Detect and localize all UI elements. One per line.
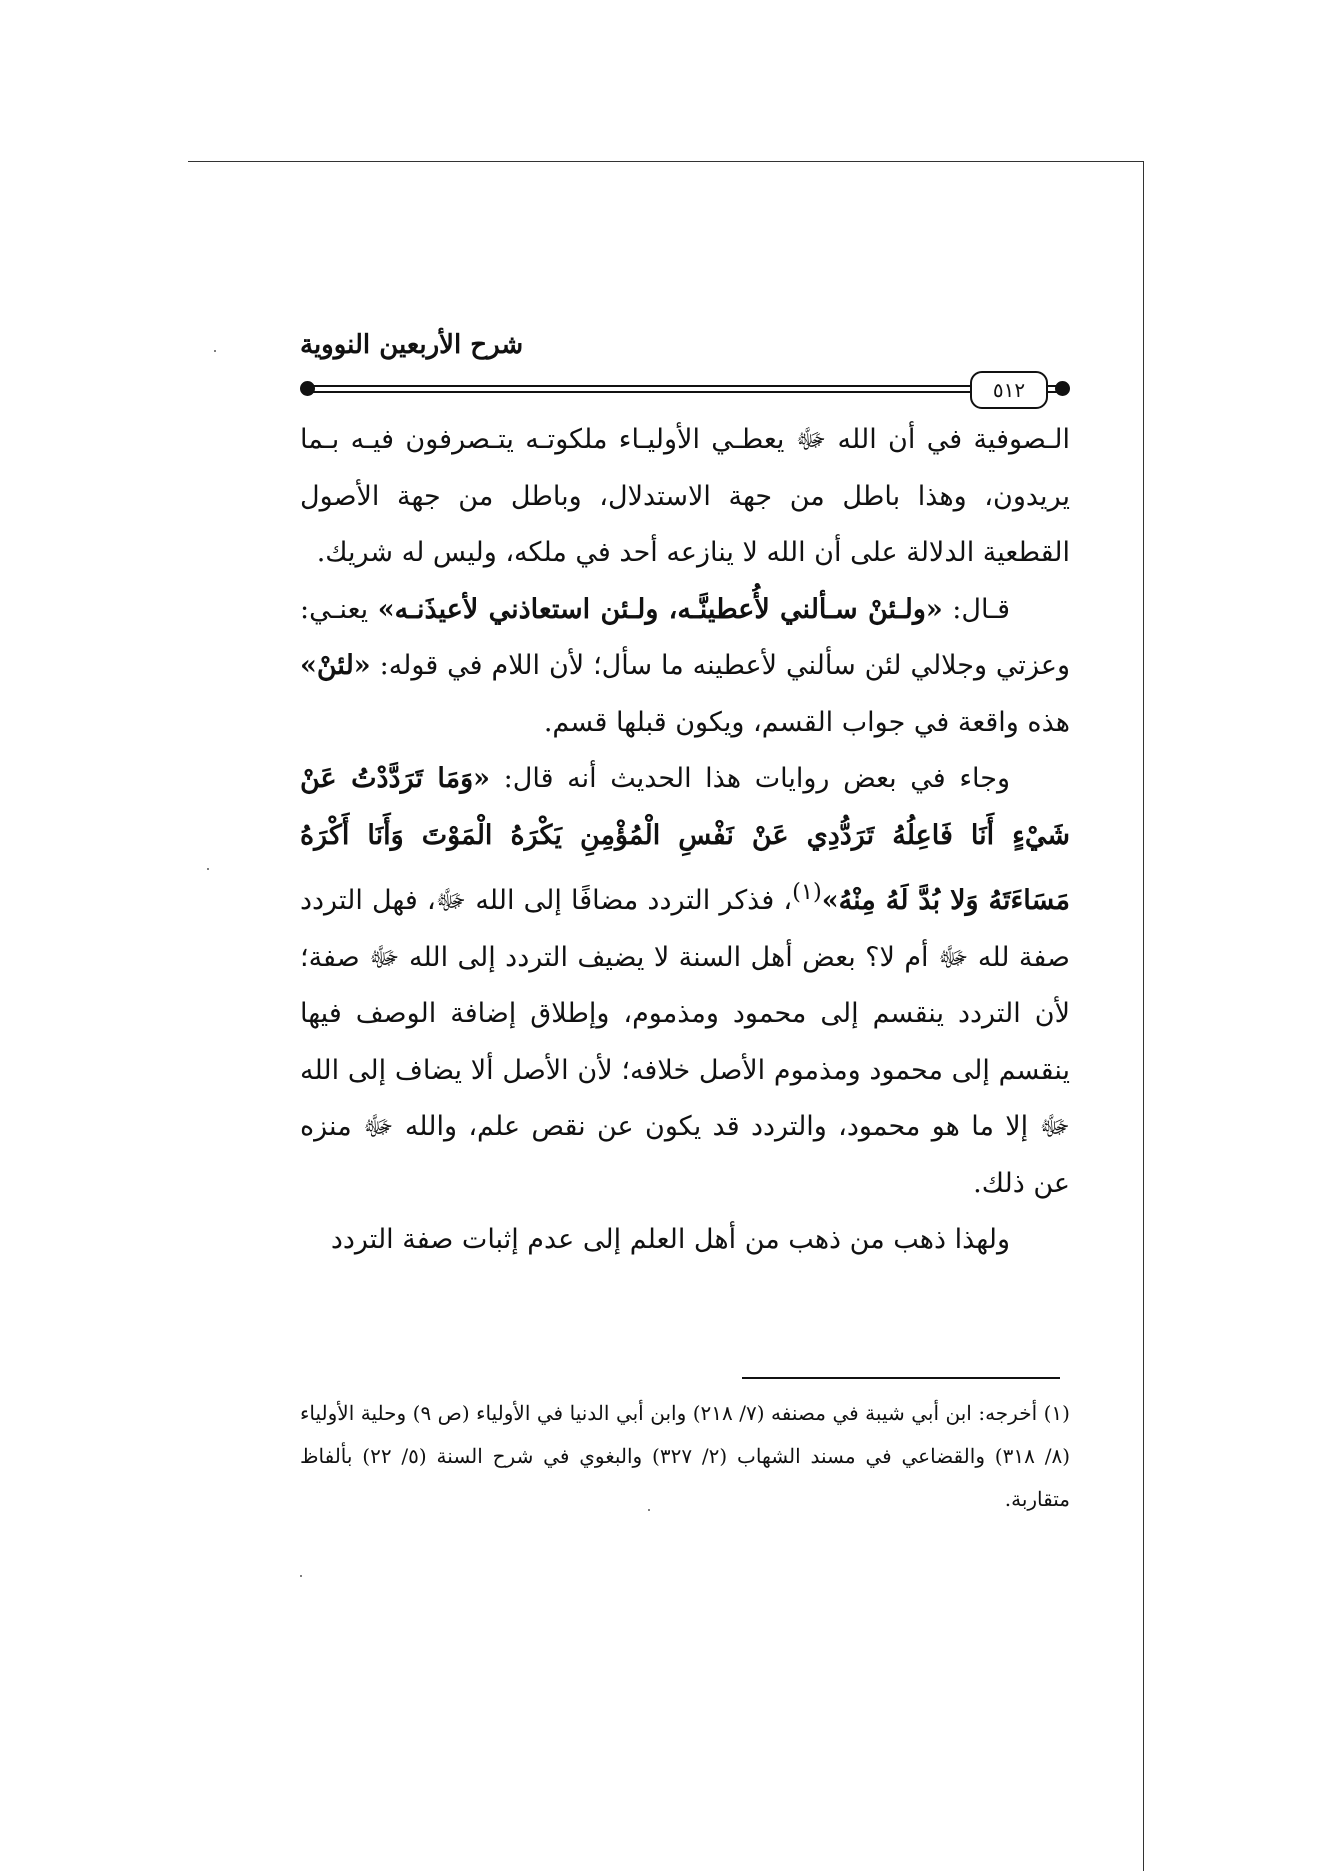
header-rule-upper: [310, 385, 1060, 387]
scan-speck: [300, 1575, 302, 1577]
paragraph: [300, 751, 1070, 1212]
text-run: ، فذكر التردد مضافًا إلى الله ﷻ، فهل التردد صفة لله ﷻ أم لا؟ بعض أهل السنة لا يضيف التردد إلى الله ﷻ صفة؛ لأن التردد ينقسم إلى محمود ومذموم، وإطلاق إضافة الوصف فيها ينقسم إلى محمود ومذموم الأصل خلافه؛ لأن الأصل ألا يضاف إلى الله ﷻ إلا ما هو محمود، والتردد قد يكون عن نقص علم، والله ﷻ منزه عن ذلك.: [300, 885, 1070, 1199]
header-rule-lower: [310, 391, 1060, 393]
hadith-quote: «ولـئنْ سـألني لأُعطينَّـه، ولـئن استعاذني لأعيذَنـه»: [377, 593, 943, 625]
text-run: قـال:: [942, 593, 1011, 625]
header-rule-end-dot: [300, 381, 315, 396]
page-number: ٥١٢: [970, 371, 1048, 409]
page-frame-right-line: [1143, 161, 1144, 1871]
header-rule-end-dot: [1055, 381, 1070, 396]
book-title: شرح الأربعين النووية: [300, 330, 524, 360]
footnote: (١) أخرجه: ابن أبي شيبة في مصنفه (٧/ ٢١٨) وابن أبي الدنيا في الأولياء (ص ٩) وحلية الأولياء (٨/ ٣١٨) والقضاعي في مسند الشهاب (٢/ ٣٢٧) والبغوي في شرح السنة (٥/ ٢٢) بألفاظ متقاربة.: [300, 1401, 1070, 1511]
text-run: هذه واقعة في جواب القسم، ويكون قبلها قسم.: [543, 706, 1070, 738]
paragraph: ولهذا ذهب من ذهب من أهل العلم إلى عدم إثبات صفة التردد: [330, 1224, 1010, 1255]
footnote-marker: (١): [792, 879, 822, 905]
page-frame-top-line: [188, 161, 1143, 162]
text-run: يعنـي: وعزتي وجلالي لئن سألني لأعطينه ما سأل؛ لأن اللام في قوله:: [300, 593, 1070, 681]
scan-speck: [214, 350, 216, 352]
scan-speck: [207, 868, 209, 870]
main-text: [300, 412, 1070, 1269]
text-run: وجاء في بعض روايات هذا الحديث أنه قال:: [490, 763, 1010, 794]
hadith-quote: «وَمَا تَرَدَّدْتُ عَنْ شَيْءٍ أَنَا فَاعِلُهُ تَرَدُّدِي عَنْ نَفْسِ الْمُؤْمِنِ يَكْرَهُ الْمَوْتَ وَأَنَا أَكْرَهُ مَسَاءَتَهُ وَلا بُدَّ لَهُ مِنْهُ»: [300, 763, 1070, 916]
footnote-separator: [742, 1377, 1060, 1379]
quoted-word: «لئنْ»: [300, 650, 371, 681]
running-header: [300, 330, 1070, 400]
paragraph: [300, 582, 1070, 752]
paragraph: الـصوفية في أن الله ﷻ يعطـي الأوليـاء ملكوتـه يتـصرفون فيـه بـما يريدون، وهذا باطل من جهة الاستدلال، وباطل من جهة الأصول القطعية الدلالة على أن الله لا ينازعه أحد في ملكه، وليس له شريك.: [300, 424, 1070, 568]
